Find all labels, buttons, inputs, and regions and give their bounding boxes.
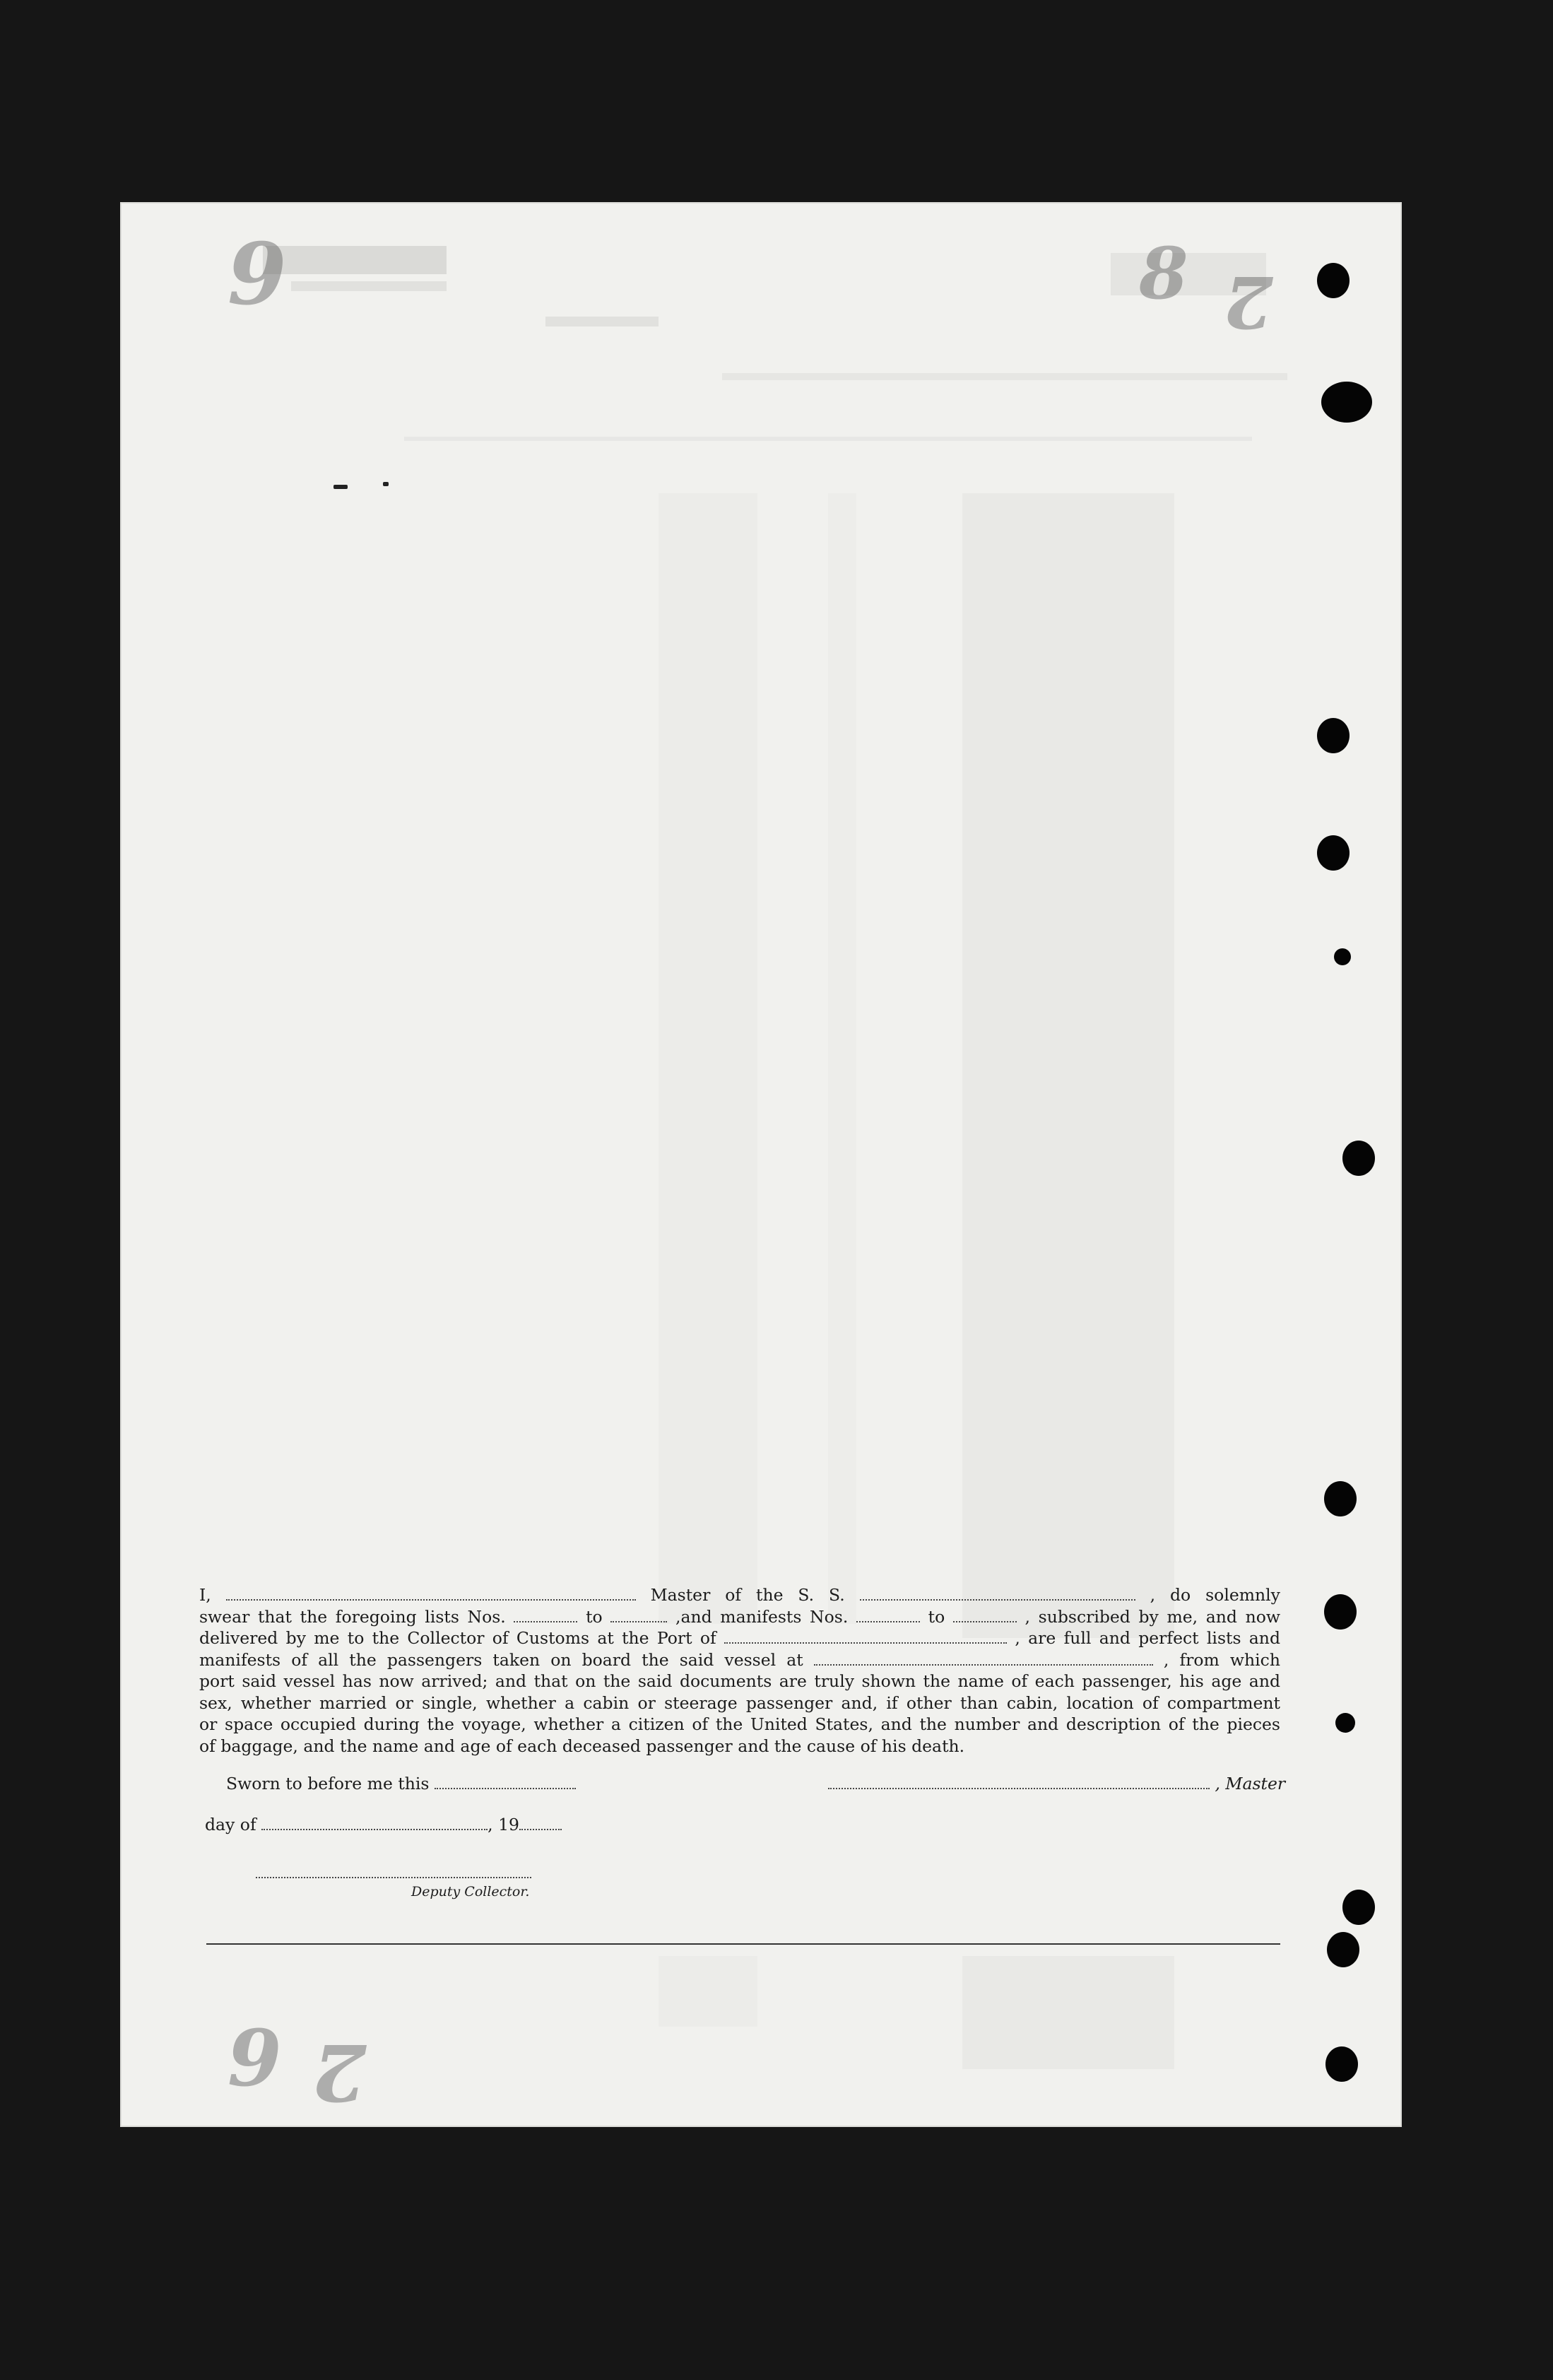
punch-hole (1342, 1141, 1375, 1176)
oath-to: to (928, 1606, 945, 1627)
day-of-line (205, 1815, 562, 1834)
punch-hole (1324, 1481, 1357, 1516)
punch-hole (1342, 1890, 1375, 1925)
day-of-month-blank (261, 1816, 488, 1830)
oath-line (199, 1584, 1280, 1606)
punch-hole (1324, 1594, 1357, 1630)
bleed-column (962, 1956, 1174, 2069)
oath-from-which: , from which (1163, 1649, 1280, 1670)
bleed-header-block (722, 373, 1287, 380)
punch-hole (1317, 718, 1350, 753)
ink-smudge (333, 485, 348, 489)
oath-taken-on-board: manifests of all the passengers taken on board the said vessel at (199, 1649, 803, 1670)
punch-hole (1325, 2046, 1358, 2082)
list-to-blank (610, 1607, 667, 1622)
oath-lists-nos: swear that the foregoing lists Nos. (199, 1606, 506, 1627)
bleed-header-block (291, 281, 447, 291)
bleed-column (659, 493, 757, 1624)
oath-line: of baggage, and the name and age of each deceased passenger and the cause of his death. (199, 1736, 965, 1756)
list-from-blank (514, 1607, 577, 1622)
oath-to: to (586, 1606, 603, 1627)
day-of-label: day of (205, 1815, 256, 1834)
punch-hole (1327, 1932, 1359, 1967)
ghost-number-mark: 9 (228, 225, 287, 324)
oath-line (199, 1649, 1280, 1671)
ghost-number-mark: 9 (228, 2013, 282, 2104)
manifest-page (122, 204, 1400, 2126)
manifest-from-blank (856, 1607, 920, 1622)
year-prefix: , 19 (488, 1815, 519, 1834)
oath-master-of: Master of the S. S. (650, 1585, 845, 1605)
ink-smudge (383, 482, 389, 486)
bleed-header-block (404, 437, 1252, 441)
vessel-name-blank (860, 1585, 1135, 1601)
sworn-label: Sworn to before me this (226, 1774, 430, 1793)
bottom-rule (206, 1943, 1280, 1945)
bleed-header-block (263, 246, 447, 274)
sworn-date-blank (435, 1775, 576, 1789)
master-label: , Master (1215, 1774, 1286, 1793)
port-blank (724, 1628, 1007, 1644)
bleed-column (962, 493, 1174, 1638)
deputy-signature-blank (256, 1877, 531, 1878)
bleed-column (659, 1956, 757, 2027)
oath-line (199, 1627, 1280, 1649)
oath-paragraph (199, 1584, 1280, 1757)
oath-line: port said vessel has now arrived; and that on the said documents are truly shown the name of each passenger, his age and (199, 1671, 1280, 1691)
bleed-header-block (545, 317, 659, 326)
oath-full-perfect: , are full and perfect lists and (1015, 1628, 1280, 1648)
punch-hole (1321, 382, 1372, 423)
master-signature-blank (828, 1775, 1210, 1789)
punch-hole (1317, 835, 1350, 871)
oath-i: I, (199, 1585, 211, 1605)
ghost-number-mark: 2 (1224, 260, 1273, 343)
punch-hole (1334, 948, 1351, 965)
sworn-line (226, 1774, 576, 1793)
oath-line (199, 1606, 1280, 1628)
oath-manifests-nos: ,and manifests Nos. (675, 1606, 849, 1627)
oath-line: or space occupied during the voyage, whether a citizen of the United States, and the number and description of the pieces (199, 1714, 1280, 1734)
punch-hole (1335, 1713, 1355, 1733)
ghost-number-mark: 8 (1139, 232, 1188, 315)
oath-line: sex, whether married or single, whether a cabin or steerage passenger and, if other than cabin, location of compartment (199, 1692, 1280, 1713)
oath-subscribed: , subscribed by me, and now (1024, 1606, 1280, 1627)
manifest-to-blank (953, 1607, 1017, 1622)
bleed-column (828, 493, 856, 1624)
ghost-number-mark: 2 (312, 2027, 367, 2118)
deputy-collector-label: Deputy Collector. (411, 1884, 530, 1899)
departure-port-blank (814, 1650, 1153, 1666)
oath-solemnly: , do solemnly (1150, 1585, 1280, 1605)
punch-hole (1317, 263, 1350, 298)
master-name-blank (226, 1585, 636, 1601)
year-blank (519, 1816, 562, 1830)
master-signature-line (828, 1774, 1285, 1793)
oath-port-of: delivered by me to the Collector of Customs at the Port of (199, 1628, 716, 1648)
